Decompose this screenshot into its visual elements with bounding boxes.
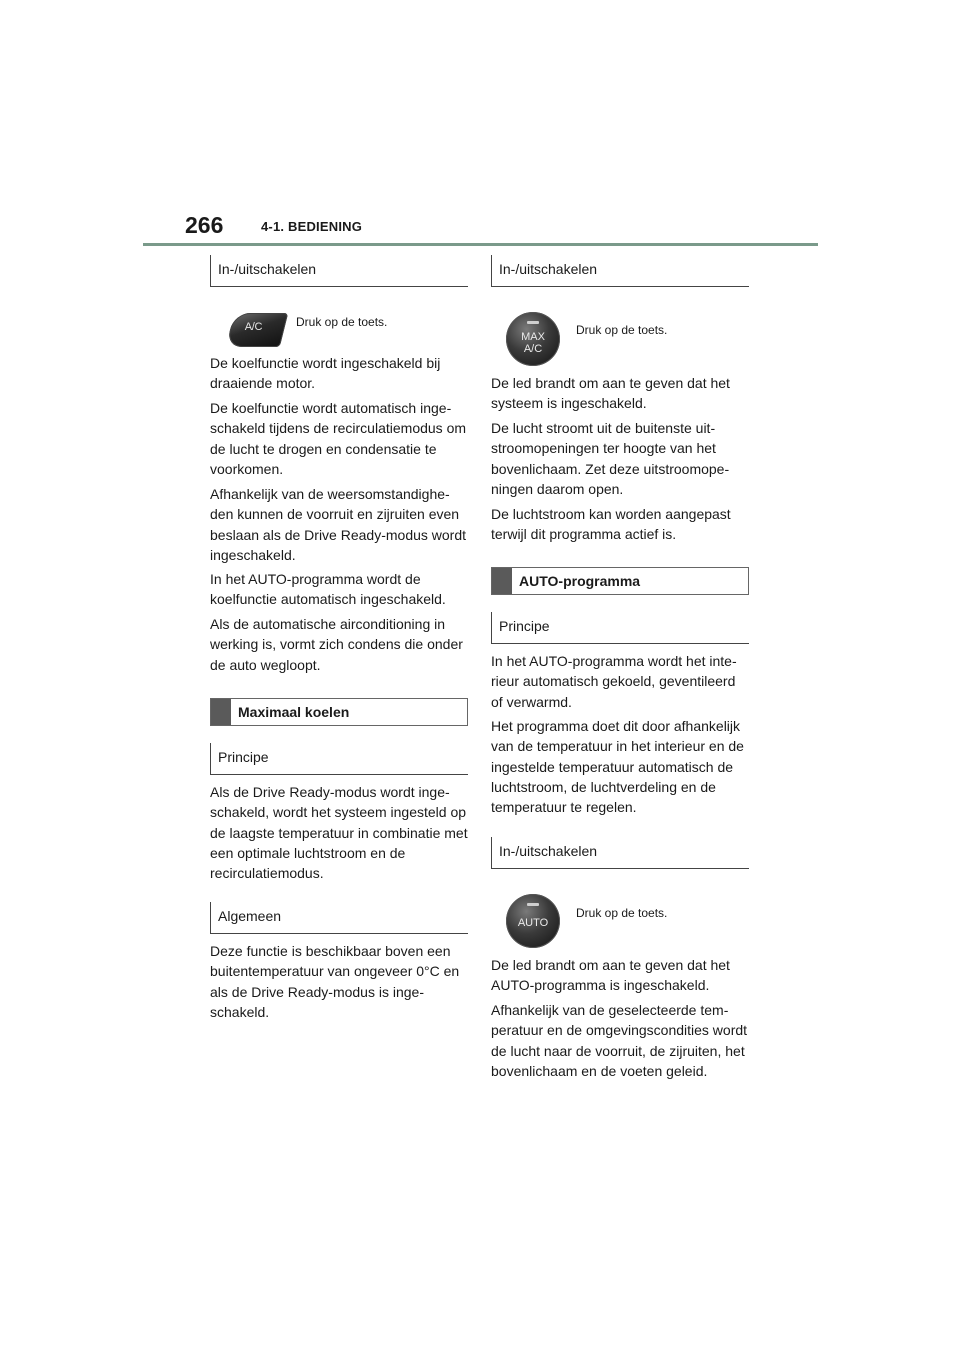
- paragraph: Als de automatische airconditioning in werking is, vormt zich condens die onder de auto wegloopt.: [210, 616, 463, 673]
- page-number: 266: [185, 212, 224, 238]
- auto-button-icon: [506, 894, 560, 948]
- max-label: MAX: [521, 331, 545, 343]
- ac-button-icon: [226, 313, 288, 347]
- button-instruction: Druk op de toets.: [296, 315, 388, 329]
- button-instruction: Druk op de toets.: [576, 906, 668, 920]
- subheading-general: Algemeen: [210, 902, 468, 934]
- max-ac-button-icon: [506, 312, 560, 366]
- auto-label: AUTO: [517, 917, 549, 929]
- section-marker: [492, 568, 512, 594]
- paragraph: De koelfunctie wordt ingeschakeld bij draaiende motor.: [210, 355, 441, 392]
- paragraph: De led brandt om aan te geven dat het systeem is ingeschakeld.: [491, 375, 730, 412]
- section-title: Maximaal koelen: [238, 704, 350, 720]
- paragraph: De lucht stroomt uit de buitenste uitstroomopeningen ter hoogte van het bovenlichaam. Zet deze uitstroomopeningen daarom open.: [491, 420, 730, 497]
- paragraph: De luchtstroom kan worden aangepast terwijl dit programma actief is.: [491, 506, 731, 543]
- subheading-on-off: In-/uitschakelen: [491, 837, 749, 869]
- subheading-principle: Principe: [491, 612, 749, 644]
- chapter-title: 4-1. BEDIENING: [261, 219, 363, 234]
- paragraph: Deze functie is beschikbaar boven een buitentemperatuur van ongeveer 0°C en als de Drive Ready-modus is ingeschakeld.: [210, 943, 460, 1020]
- paragraph: De led brandt om aan te geven dat het AUTO-programma is ingeschakeld.: [491, 957, 730, 994]
- paragraph: In het AUTO-programma wordt het interieur automatisch gekoeld, geventileerd of verwarmd.: [491, 653, 737, 710]
- paragraph: Afhankelijk van de weersomstandigheden kunnen de voorruit en zijruiten even beslaan als de Drive Ready-modus wordt ingeschakeld.: [210, 486, 467, 563]
- section-heading-auto-program: [491, 567, 749, 595]
- paragraph: In het AUTO-programma wordt de koelfunctie automatisch ingeschakeld.: [210, 571, 446, 608]
- ac-button-label: A/C: [244, 321, 263, 333]
- paragraph: De koelfunctie wordt automatisch ingeschakeld tijdens de recirculatiemodus om de lucht te drogen en condensatie te voorkomen.: [210, 400, 467, 477]
- subheading-on-off: In-/uitschakelen: [210, 255, 468, 287]
- paragraph: Als de Drive Ready-modus wordt ingeschakeld, wordt het systeem ingesteld op de laagste temperatuur in combinatie met een optimale luchtstroom en de recirculatiemodus.: [210, 784, 468, 882]
- paragraph: Het programma doet dit door afhankelijk van de temperatuur in het interieur en de ingestelde temperatuur automatisch de luchtstroom, de luchtverdeling en de temperatuur te regelen.: [491, 718, 744, 816]
- left-column: [210, 0, 468, 1358]
- button-instruction: Druk op de toets.: [576, 323, 668, 337]
- section-heading-max-cooling: [210, 698, 468, 726]
- section-title: AUTO-programma: [519, 573, 641, 589]
- section-marker: [211, 699, 231, 725]
- subheading-on-off: In-/uitschakelen: [491, 255, 749, 287]
- led-indicator: [527, 321, 539, 324]
- led-indicator: [527, 903, 539, 906]
- subheading-principle: Principe: [210, 743, 468, 775]
- ac-label: A/C: [523, 343, 543, 355]
- paragraph: Afhankelijk van de geselecteerde temperatuur en de omgevingscondities wordt de lucht naar de voorruit, de zijruiten, het bovenlichaam en de voeten geleid.: [491, 1002, 748, 1079]
- right-column: [491, 0, 749, 1358]
